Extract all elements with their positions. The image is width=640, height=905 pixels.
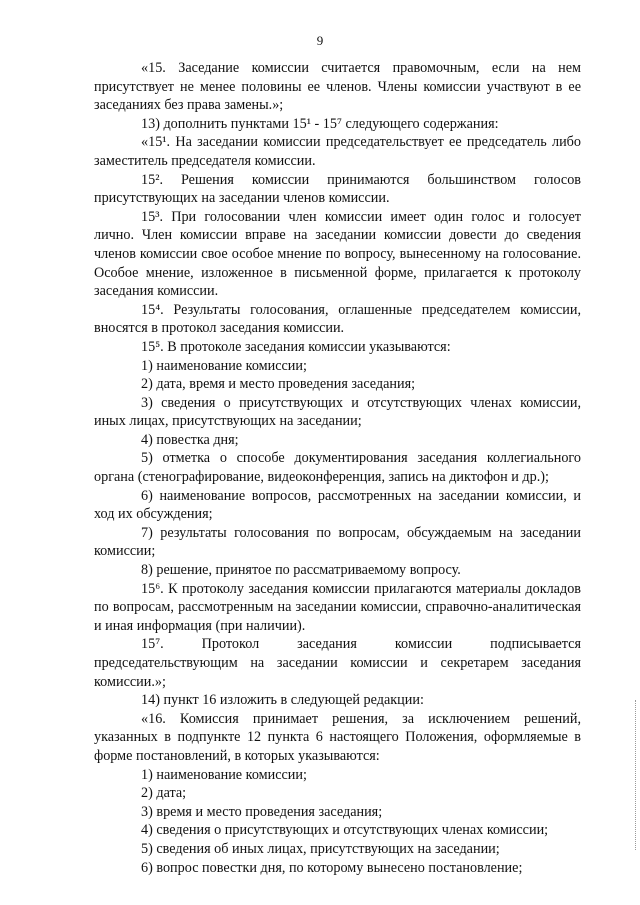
paragraph: 15⁷. Протокол заседания комиссии подписывается председательствующим на заседании комиссии и секретарем заседания комиссии.»; xyxy=(94,636,581,690)
paragraph: 15⁶. К протоколу заседания комиссии прилагаются материалы докладов по вопросам, рассмотренным на заседании комиссии, справочно-аналитическая и иная информация (при наличии). xyxy=(94,580,581,634)
paragraph: 13) дополнить пунктами 15¹ - 15⁷ следующего содержания: xyxy=(141,115,499,132)
list-item: 2) дата; xyxy=(141,785,187,802)
list-item: 2) дата, время и место проведения заседания; xyxy=(141,376,416,393)
list-item: 4) сведения о присутствующих и отсутствующих членах комиссии; xyxy=(141,822,549,839)
list-item: 6) наименование вопросов, рассмотренных на заседании комиссии, и ход их обсуждения; xyxy=(94,487,581,523)
list-item: 5) сведения об иных лицах, присутствующих на заседании; xyxy=(141,840,500,857)
paragraph: «16. Комиссия принимает решения, за исключением решений, указанных в подпункте 12 пункта 6 настоящего Положения, оформляемые в форме постановлений, в которых указываются: xyxy=(94,710,581,764)
paragraph: 15³. При голосовании член комиссии имеет один голос и голосует лично. Член комиссии вправе на заседании комиссии довести до сведения членов комиссии свое особое мнение по вопросу, вынесенному на голосование. Особое мнение, изложенное в письменной форме, прилагается к протоколу заседания комиссии. xyxy=(94,208,581,300)
list-item: 7) результаты голосования по вопросам, обсуждаемым на заседании комиссии; xyxy=(94,524,581,560)
list-item: 1) наименование комиссии; xyxy=(141,357,307,374)
list-item: 8) решение, принятое по рассматриваемому вопросу. xyxy=(141,562,461,579)
list-item: 4) повестка дня; xyxy=(141,431,239,448)
list-item: 5) отметка о способе документирования заседания коллегиального органа (стенографирование, видеоконференция, запись на диктофон и др.); xyxy=(94,450,581,486)
paragraph: 15². Решения комиссии принимаются большинством голосов присутствующих на заседании членов комиссии. xyxy=(94,171,581,207)
page-number: 9 xyxy=(316,33,324,48)
list-item: 6) вопрос повестки дня, по которому вынесено постановление; xyxy=(141,859,523,876)
paragraph: 15⁴. Результаты голосования, оглашенные председателем комиссии, вносятся в протокол заседания комиссии. xyxy=(94,301,581,337)
scan-edge-marks xyxy=(633,700,636,850)
paragraph: «15. Заседание комиссии считается правомочным, если на нем присутствует не менее половины ее членов. Члены комиссии участвуют в ее заседаниях без права замены.»; xyxy=(94,60,581,114)
paragraph: 14) пункт 16 изложить в следующей редакции: xyxy=(141,692,424,709)
list-item: 1) наименование комиссии; xyxy=(141,766,307,783)
document-body xyxy=(94,59,581,877)
list-item: 3) сведения о присутствующих и отсутствующих членах комиссии, иных лицах, присутствующих на заседании; xyxy=(94,394,581,430)
paragraph: «15¹. На заседании комиссии председательствует ее председатель либо заместитель председателя комиссии. xyxy=(94,134,581,169)
paragraph: 15⁵. В протоколе заседания комиссии указываются: xyxy=(141,338,451,355)
list-item: 3) время и место проведения заседания; xyxy=(141,803,383,820)
